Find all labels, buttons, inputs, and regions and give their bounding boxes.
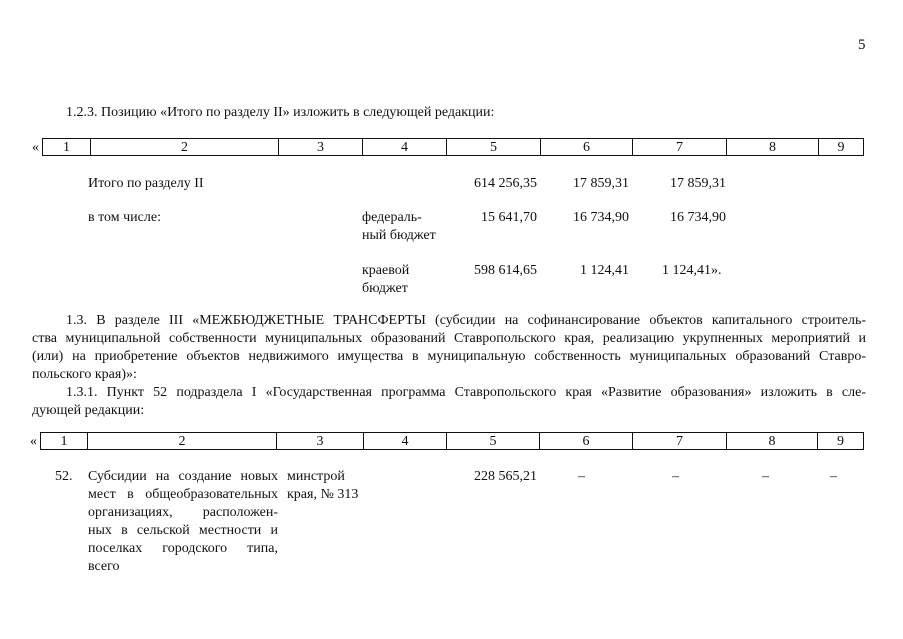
table1-col-header: 6 — [541, 139, 633, 156]
section-1-3-1-line1: 1.3.1. Пункт 52 подраздела I «Государственная программа Ставропольского края «Развитие образования» изложить в сле- — [66, 385, 866, 400]
table2-col-header: 1 — [41, 433, 88, 450]
total-col6: 17 859,31 — [573, 176, 629, 191]
item-52-number: 52. — [55, 469, 73, 484]
table2-col-header: 5 — [447, 433, 540, 450]
table1-col-header: 3 — [279, 139, 363, 156]
item-52-col3-line1: минстрой — [287, 469, 345, 484]
table1-col-header: 1 — [43, 139, 91, 156]
table2-col-header: 4 — [364, 433, 447, 450]
federal-col7: 16 734,90 — [670, 210, 726, 225]
total-label: Итого по разделу II — [88, 176, 204, 191]
item-52-description — [88, 468, 278, 576]
section-1-3-line2: ства муниципальной собственности муниципальных образований Ставропольского края, реализацию укрупненных мероприятий и — [32, 331, 866, 346]
table1-header — [42, 138, 864, 156]
federal-col6: 16 734,90 — [573, 210, 629, 225]
table1-col-header: 5 — [447, 139, 541, 156]
total-col7: 17 859,31 — [670, 176, 726, 191]
item-52-col3-line2: края, № 313 — [287, 487, 359, 502]
total-col5: 614 256,35 — [474, 176, 537, 191]
item-52-col5: 228 565,21 — [474, 469, 537, 484]
table2-col-header: 9 — [818, 433, 864, 450]
regional-col6: 1 124,41 — [580, 263, 629, 278]
item-52-desc-line: организациях, расположен- — [88, 505, 278, 520]
item-52-desc-line: Субсидии на создание новых — [88, 469, 278, 484]
federal-label-line2: ный бюджет — [362, 228, 436, 243]
table2-quote-open: « — [30, 434, 37, 449]
table1-col-header: 4 — [363, 139, 447, 156]
regional-col7: 1 124,41». — [662, 263, 722, 278]
table1-col-header: 2 — [91, 139, 279, 156]
regional-label-line1: краевой — [362, 263, 410, 278]
item-52-desc-line: мест в общеобразовательных — [88, 487, 278, 502]
section-1-3-line1: 1.3. В разделе III «МЕЖБЮДЖЕТНЫЕ ТРАНСФЕРТЫ (субсидии на софинансирование объектов капитального строитель- — [66, 313, 866, 328]
item-52-col7: – — [672, 469, 679, 484]
table2-col-header: 2 — [88, 433, 277, 450]
regional-label-line2: бюджет — [362, 281, 408, 296]
federal-col5: 15 641,70 — [481, 210, 537, 225]
table2-header-row — [41, 433, 864, 450]
page-number: 5 — [858, 37, 866, 53]
item-52-col8: – — [762, 469, 769, 484]
section-1-3-line4: польского края)»: — [32, 367, 137, 382]
item-52-desc-line: ных в сельской местности и — [88, 523, 278, 538]
section-1-2-3-heading: 1.2.3. Позицию «Итого по разделу II» изложить в следующей редакции: — [66, 105, 495, 120]
table2-col-header: 8 — [727, 433, 818, 450]
federal-label-line1: федераль- — [362, 210, 422, 225]
table1-col-header: 7 — [633, 139, 727, 156]
section-1-3-1-line2: дующей редакции: — [32, 403, 145, 418]
table2-col-header: 7 — [633, 433, 727, 450]
item-52-col6: – — [578, 469, 585, 484]
including-label: в том числе: — [88, 210, 161, 225]
regional-col5: 598 614,65 — [474, 263, 537, 278]
table2-col-header: 6 — [540, 433, 633, 450]
table1-header-row — [43, 139, 864, 156]
table2-header — [40, 432, 864, 450]
table1-quote-open: « — [32, 140, 39, 155]
item-52-col9: – — [830, 469, 837, 484]
table1-col-header: 8 — [727, 139, 819, 156]
item-52-desc-line: поселках городского типа, — [88, 541, 278, 556]
table1-col-header: 9 — [819, 139, 864, 156]
table2-col-header: 3 — [277, 433, 364, 450]
item-52-desc-line: всего — [88, 559, 120, 574]
section-1-3-line3: (или) на приобретение объектов недвижимого имущества в муниципальную собственность муниципальных образований Ставро- — [32, 349, 866, 364]
